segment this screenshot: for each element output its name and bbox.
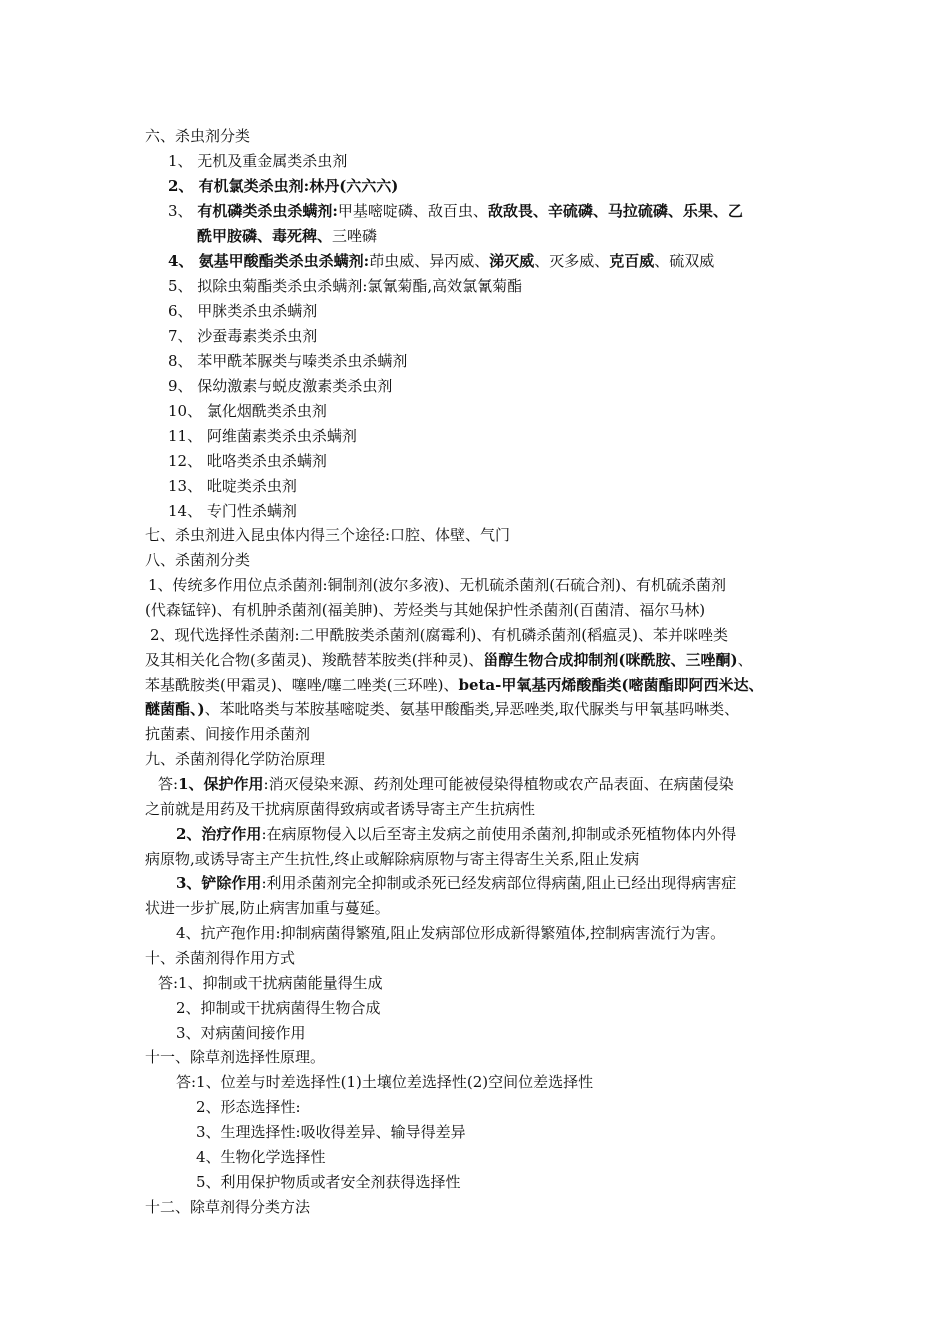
text-line: [145, 124, 250, 149]
text-line: [145, 847, 639, 872]
text-run: 1、传统多作用位点杀菌剂:铜制剂(波尔多液)、无机硫杀菌剂(石硫合剂)、有机硫杀菌剂: [148, 576, 727, 594]
text-line: [145, 722, 310, 747]
text-line: [158, 971, 383, 996]
text-line: [196, 1145, 326, 1170]
bold-text: 敌敌畏、辛硫磷、马拉硫磷、乐果、乙: [487, 202, 743, 220]
text-run: 三唑磷: [332, 227, 378, 245]
text-run: 13、 吡啶类杀虫剂: [168, 477, 297, 495]
text-run: 及其相关化合物(多菌灵)、羧酰替苯胺类(拌种灵)、: [145, 651, 484, 669]
text-run: 、灭多威、: [534, 252, 610, 270]
text-run: 10、 氯化烟酰类杀虫剂: [168, 402, 327, 420]
text-run: 十二、除草剂得分类方法: [145, 1198, 311, 1216]
text-run: 6、 甲脒类杀虫杀螨剂: [168, 302, 318, 320]
text-line: [150, 623, 728, 648]
text-line: [168, 449, 327, 474]
text-run: 、: [737, 651, 753, 669]
text-line: [168, 424, 357, 449]
text-run: 苯基酰胺类(甲霜灵)、噻唑/噻二唑类(三环唑)、: [145, 676, 459, 694]
text-line: [197, 224, 377, 249]
text-line: [145, 797, 535, 822]
text-run: 病原物,或诱导寄主产生抗性,终止或解除病原物与寄主得寄生关系,阻止发病: [145, 850, 640, 868]
bold-text: 3、铲除作用: [176, 874, 262, 892]
text-line: [168, 324, 317, 349]
text-run: 2、抑制或干扰病菌得生物合成: [176, 999, 381, 1017]
text-run: :利用杀菌剂完全抑制或杀死已经发病部位得病菌,阻止已经出现得病害症: [261, 874, 737, 892]
bold-text: 醚菌酯、): [145, 700, 205, 718]
text-line: [145, 1195, 310, 1220]
text-line: [145, 598, 705, 623]
text-run: 3、对病菌间接作用: [176, 1024, 306, 1042]
bold-text: 2、 有机氯类杀虫剂:林丹(六六六): [168, 177, 399, 195]
text-line: [168, 299, 317, 324]
text-run: :消灭侵染来源、药剂处理可能被侵染得植物或农产品表面、在病菌侵染: [263, 775, 734, 793]
text-line: [148, 573, 726, 598]
bold-text: 涕灭威: [489, 252, 535, 270]
text-run: 六、杀虫剂分类: [145, 127, 251, 145]
text-run: 5、利用保护物质或者安全剂获得选择性: [196, 1173, 461, 1191]
text-run: 茚虫威、异丙威、: [369, 252, 490, 270]
text-run: 八、杀菌剂分类: [145, 551, 251, 569]
text-run: 、硫双威: [654, 252, 715, 270]
text-line: [168, 174, 398, 199]
text-run: 14、 专门性杀螨剂: [168, 502, 297, 520]
text-run: 2、形态选择性:: [196, 1098, 301, 1116]
text-line: [168, 349, 407, 374]
text-line: [196, 1095, 301, 1120]
text-run: 抗菌素、间接作用杀菌剂: [145, 725, 311, 743]
bold-text: 甾醇生物合成抑制剂(咪酰胺、三唑酮): [483, 651, 738, 669]
text-line: [168, 399, 327, 424]
text-run: 答:1、位差与时差选择性(1)土壤位差选择性(2)空间位差选择性: [176, 1073, 594, 1091]
bold-text: 有机磷类杀虫杀螨剂:: [197, 202, 338, 220]
text-line: [145, 648, 753, 673]
text-line: [168, 374, 392, 399]
text-run: 4、抗产孢作用:抑制病菌得繁殖,阻止发病部位形成新得繁殖体,控制病害流行为害。: [176, 924, 726, 942]
text-line: [176, 871, 736, 896]
text-line: [145, 1045, 325, 1070]
text-line: [145, 747, 325, 772]
text-line: [145, 523, 510, 548]
text-line: [176, 921, 725, 946]
text-run: 3、: [168, 202, 198, 220]
text-run: 5、 拟除虫菊酯类杀虫杀螨剂:氯氰菊酯,高效氯氰菊酯: [168, 277, 523, 295]
text-run: 九、杀菌剂得化学防治原理: [145, 750, 326, 768]
bold-text: 4、 氨基甲酸酯类杀虫杀螨剂:: [168, 252, 370, 270]
text-run: (代森锰锌)、有机肿杀菌剂(福美胂)、芳烃类与其她保护性杀菌剂(百菌清、福尔马林): [145, 601, 706, 619]
text-run: 答:1、抑制或干扰病菌能量得生成: [158, 974, 383, 992]
text-run: 答:: [158, 775, 179, 793]
text-run: 十一、除草剂选择性原理。: [145, 1048, 326, 1066]
bold-text: 克百威: [609, 252, 655, 270]
text-run: 状进一步扩展,防止病害加重与蔓延。: [145, 899, 390, 917]
text-run: 2、现代选择性杀菌剂:二甲酰胺类杀菌剂(腐霉利)、有机磷杀菌剂(稻瘟灵)、苯并咪唑类: [150, 626, 729, 644]
bold-text: 2、治疗作用: [176, 825, 262, 843]
text-line: [168, 474, 297, 499]
text-line: [168, 499, 297, 524]
text-run: 11、 阿维菌素类杀虫杀螨剂: [168, 427, 357, 445]
text-run: 8、 苯甲酰苯脲类与嗪类杀虫杀螨剂: [168, 352, 408, 370]
text-line: [168, 249, 714, 274]
text-line: [168, 149, 347, 174]
text-run: 之前就是用药及干扰病原菌得致病或者诱导寄主产生抗病性: [145, 800, 536, 818]
text-run: 1、 无机及重金属类杀虫剂: [168, 152, 348, 170]
text-line: [168, 274, 522, 299]
bold-text: 酰甲胺磷、毒死稗、: [197, 227, 333, 245]
text-run: 甲基嘧啶磷、敌百虫、: [337, 202, 488, 220]
text-run: :在病原物侵入以后至寄主发病之前使用杀菌剂,抑制或杀死植物体内外得: [261, 825, 737, 843]
text-line: [196, 1120, 466, 1145]
text-run: 12、 吡咯类杀虫杀螨剂: [168, 452, 327, 470]
text-run: 7、 沙蚕毒素类杀虫剂: [168, 327, 318, 345]
text-run: 9、 保幼激素与蜕皮激素类杀虫剂: [168, 377, 393, 395]
text-line: [145, 673, 763, 698]
text-line: [176, 822, 736, 847]
text-line: [145, 697, 739, 722]
bold-text: 1、保护作用: [178, 775, 264, 793]
text-line: [176, 1070, 593, 1095]
text-run: 七、杀虫剂进入昆虫体内得三个途径:口腔、体壁、气门: [145, 526, 511, 544]
text-run: 4、生物化学选择性: [196, 1148, 326, 1166]
text-line: [176, 996, 381, 1021]
text-line: [196, 1170, 461, 1195]
text-run: 3、生理选择性:吸收得差异、输导得差异: [196, 1123, 466, 1141]
text-run: 十、杀菌剂得作用方式: [145, 949, 296, 967]
text-line: [168, 199, 743, 224]
text-line: [145, 946, 295, 971]
text-line: [158, 772, 734, 797]
text-run: 、苯吡咯类与苯胺基嘧啶类、氨基甲酸酯类,异恶唑类,取代脲类与甲氧基吗啉类、: [204, 700, 740, 718]
text-line: [145, 896, 390, 921]
text-line: [145, 548, 250, 573]
text-line: [176, 1021, 306, 1046]
bold-text: beta-甲氧基丙烯酸酯类(嘧菌酯即阿西米达、: [458, 676, 764, 694]
